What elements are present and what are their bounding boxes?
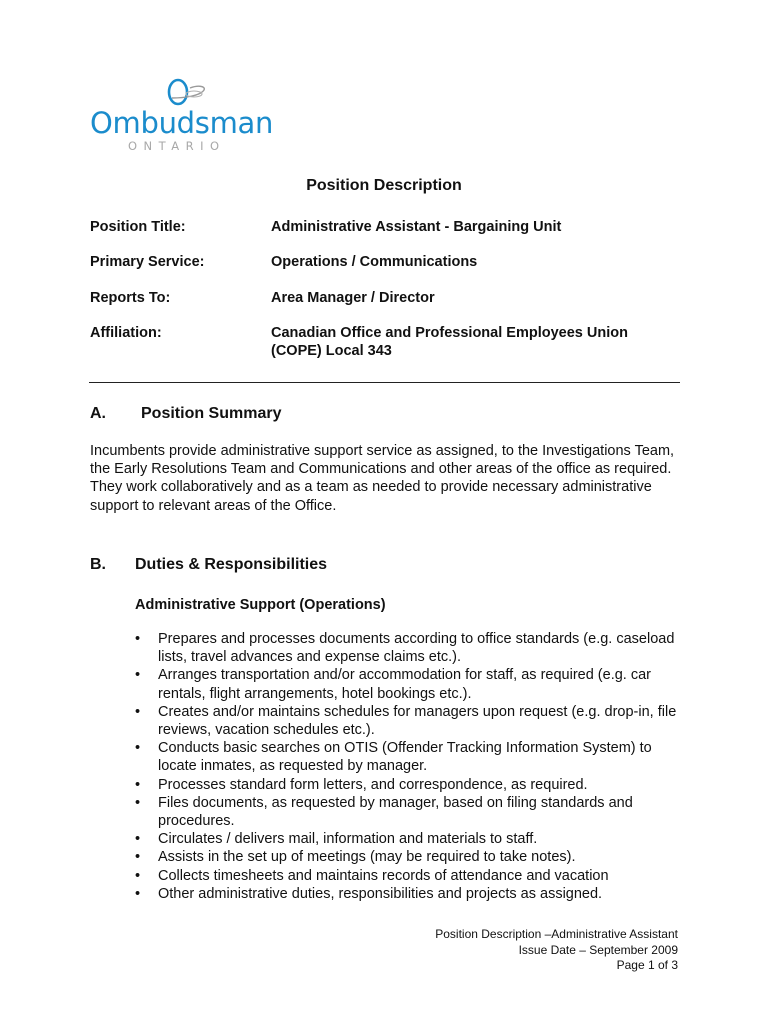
list-item xyxy=(135,830,680,848)
info-label: Position Title: xyxy=(90,219,186,235)
bullet-icon: • xyxy=(135,740,141,757)
duties-list xyxy=(135,630,680,903)
footer-issue-date: Issue Date – September 2009 xyxy=(518,942,678,957)
footer-page-number: Page 1 of 3 xyxy=(616,958,678,972)
section-letter: A. xyxy=(90,405,106,422)
bullet-icon: • xyxy=(135,867,141,884)
list-item xyxy=(135,703,680,739)
section-title: Duties & Responsibilities xyxy=(135,556,328,573)
bullet-icon: • xyxy=(135,776,141,793)
info-value: Operations / Communications xyxy=(271,254,478,270)
position-summary-text: Incumbents provide administrative support service as assigned, to the Investigations Team, the Early Resolutions Team and Communications and other areas of the office as required. They work collaboratively and as a team as needed to provide necessary administrative support to relevant areas of the Office. xyxy=(90,443,675,514)
list-item-text: Arranges transportation and/or accommodation for staff, as required (e.g. car rentals, flight arrangements, hotel bookings etc.). xyxy=(158,667,651,702)
list-item xyxy=(135,776,680,794)
bullet-icon: • xyxy=(135,831,141,848)
list-item xyxy=(135,794,680,830)
logo-subtitle: ONTARIO xyxy=(128,139,226,153)
info-value: Area Manager / Director xyxy=(271,290,435,306)
list-item-text: Collects timesheets and maintains records of attendance and vacation xyxy=(158,867,609,884)
list-item xyxy=(135,885,680,903)
info-label: Reports To: xyxy=(90,290,171,306)
list-item-text: Creates and/or maintains schedules for managers upon request (e.g. drop-in, file reviews, vacation schedules etc.). xyxy=(158,703,677,739)
list-item xyxy=(135,630,680,666)
info-label: Primary Service: xyxy=(90,254,205,270)
info-label: Affiliation: xyxy=(90,325,162,341)
logo-wordmark: Ombudsman xyxy=(90,106,274,140)
list-item-text: Circulates / delivers mail, information and materials to staff. xyxy=(158,831,538,848)
page-footer xyxy=(435,927,678,974)
list-item-text: Other administrative duties, responsibilities and projects as assigned. xyxy=(158,885,603,902)
info-value: Administrative Assistant - Bargaining Unit xyxy=(271,219,562,235)
footer-document-name: Position Description –Administrative Assistant xyxy=(435,927,678,941)
bullet-icon: • xyxy=(135,885,141,902)
list-item-text: Files documents, as requested by manager, based on filing standards and procedures. xyxy=(158,794,633,830)
section-title: Position Summary xyxy=(141,405,282,422)
ombudsman-logo-mark-icon xyxy=(160,78,220,108)
list-item-text: Conducts basic searches on OTIS (Offender Tracking Information System) to locate inmates, as requested by manager. xyxy=(158,740,652,775)
list-item-text: Prepares and processes documents according to office standards (e.g. caseload lists, travel advances and expense claims etc.). xyxy=(158,631,675,666)
bullet-icon: • xyxy=(135,703,141,720)
bullet-icon: • xyxy=(135,849,141,866)
list-item xyxy=(135,848,680,866)
list-item-text: Processes standard form letters, and correspondence, as required. xyxy=(158,776,588,793)
info-value: Canadian Office and Professional Employees Union (COPE) Local 343 xyxy=(271,325,628,359)
bullet-icon: • xyxy=(135,631,141,647)
list-item-text: Assists in the set up of meetings (may be required to take notes). xyxy=(158,849,576,866)
horizontal-divider xyxy=(89,382,680,383)
ombudsman-logo xyxy=(88,70,288,160)
bullet-icon: • xyxy=(135,667,141,684)
list-item xyxy=(135,867,680,885)
bullet-icon: • xyxy=(135,794,141,811)
document-title: Position Description xyxy=(306,177,462,194)
list-item xyxy=(135,739,680,775)
list-item xyxy=(135,666,680,702)
section-letter: B. xyxy=(90,556,106,573)
subsection-heading: Administrative Support (Operations) xyxy=(135,597,386,613)
